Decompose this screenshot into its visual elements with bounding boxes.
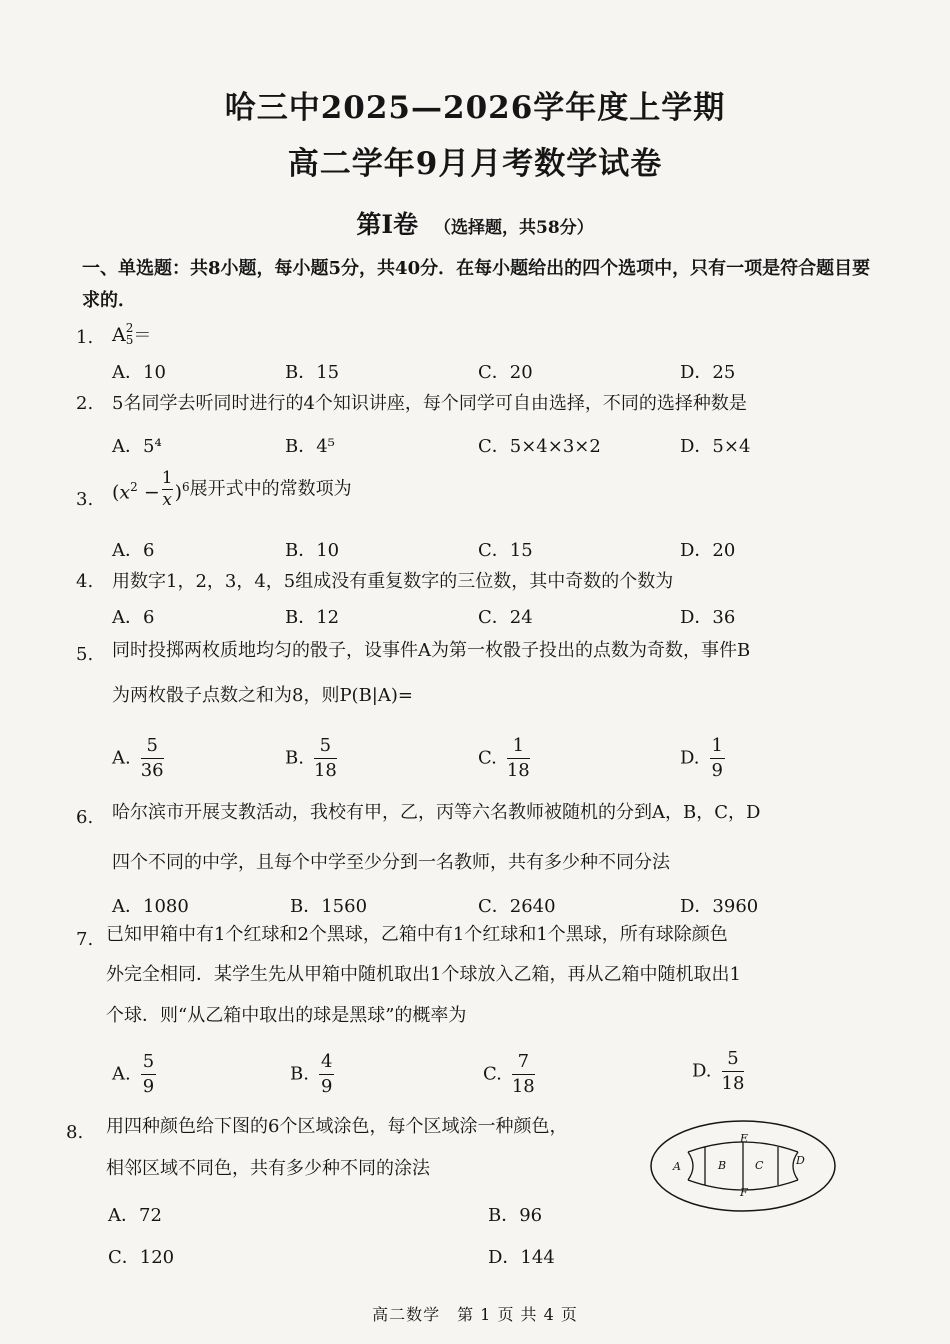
denominator: 9 (142, 1076, 155, 1097)
volume-note: （选择题，共58分） (434, 218, 594, 238)
question-stem-line1: 用四种颜色给下图的6个区域涂色，每个区域涂一种颜色， (106, 1116, 568, 1137)
numerator: 7 (512, 1053, 535, 1075)
denominator: 18 (313, 760, 337, 781)
question-stem-line2: 相邻区域不同色，共有多少种不同的涂法 (106, 1158, 430, 1179)
option-b: B．15 (285, 362, 340, 383)
question-number: 2. (76, 393, 94, 414)
option-d: D．36 (680, 607, 736, 628)
region-label-f: F (740, 1186, 748, 1199)
option-fraction (319, 1053, 334, 1096)
option-fraction (141, 1053, 156, 1096)
option-a: A．6 (112, 607, 155, 628)
option-label: C. (483, 1063, 502, 1085)
volume-title: 第Ⅰ卷 (356, 210, 419, 239)
question-number: 6. (76, 807, 94, 828)
question-stem: A 2 5 ＝ (112, 321, 152, 347)
numerator: 1 (710, 737, 725, 759)
region-label-a: A (673, 1160, 681, 1173)
option-a (112, 737, 164, 780)
numerator: 5 (722, 1050, 745, 1072)
option-fraction (507, 737, 530, 780)
option-fraction (141, 737, 164, 780)
option-a: A．1080 (112, 896, 189, 917)
option-d: D．5×4 (680, 436, 751, 457)
denominator: 9 (711, 760, 723, 781)
region-diagram (648, 1118, 838, 1214)
region-label-c: C (755, 1159, 764, 1172)
region-label-e: E (740, 1132, 749, 1145)
option-fraction (314, 737, 337, 780)
numerator: 4 (319, 1053, 334, 1075)
question-stem-line1: 已知甲箱中有1个红球和2个黑球，乙箱中有1个红球和1个黑球，所有球除颜色 (106, 924, 728, 945)
question-stem-line2: 四个不同的中学，且每个中学至少分到一名教师，共有多少种不同分法 (112, 852, 670, 873)
denominator: 9 (320, 1076, 333, 1097)
option-b (285, 737, 337, 780)
option-c: C．2640 (478, 896, 556, 917)
option-c: C．15 (478, 540, 533, 561)
volume-heading (0, 205, 950, 241)
question-stem-suffix: 展开式中的常数项为 (189, 478, 352, 500)
denominator: 18 (506, 760, 530, 781)
option-d: D．144 (488, 1247, 555, 1268)
option-fraction (710, 737, 725, 780)
option-c (483, 1053, 535, 1096)
question-stem-line3: 个球．则“从乙箱中取出的球是黑球”的概率为 (106, 1005, 467, 1026)
option-label: B. (285, 747, 304, 769)
exam-title-line1: 哈三中2025—2026学年度上学期 (224, 90, 726, 126)
question-stem: ($x^2$ − $\frac{1}{x}$ )$^6$展开式中的常数项为 (112, 468, 352, 510)
question-number: 7. (76, 929, 94, 950)
numerator: 5 (141, 1053, 156, 1075)
option-b: B．4⁵ (285, 436, 335, 457)
question-number: 4. (76, 571, 94, 592)
option-label: A. (112, 1063, 131, 1085)
denominator: 18 (721, 1073, 745, 1094)
question-number: 8. (66, 1122, 84, 1143)
option-c: C．5×4×3×2 (478, 436, 601, 457)
option-b: B．10 (285, 540, 340, 561)
region-label-d: D (796, 1154, 805, 1167)
option-fraction (722, 1050, 745, 1093)
page-footer: 高二数学 第 1 页 共 4 页 (372, 1305, 578, 1324)
question-stem: 用数字1，2，3，4，5组成没有重复数字的三位数，其中奇数的个数为 (112, 571, 674, 592)
option-c: C．20 (478, 362, 533, 383)
option-label: A. (112, 747, 131, 769)
question-number: 5. (76, 644, 94, 665)
option-c: C．24 (478, 607, 533, 628)
option-d (692, 1050, 744, 1093)
option-label: C. (478, 747, 497, 769)
option-b: B．12 (285, 607, 340, 628)
numerator: 1 (507, 737, 530, 759)
option-a: A．72 (108, 1205, 162, 1226)
denominator: 36 (140, 760, 164, 781)
option-b: B．96 (488, 1205, 543, 1226)
question-stem-suffix: ＝ (133, 325, 152, 346)
option-c (478, 737, 530, 780)
question-stem-line2: 外完全相同．某学生先从甲箱中随机取出1个球放入乙箱，再从乙箱中随机取出1 (106, 964, 741, 985)
region-label-b: B (718, 1159, 727, 1172)
option-a (112, 1053, 156, 1096)
question-stem-line1: 哈尔滨市开展支教活动，我校有甲，乙，丙等六名教师被随机的分到A，B，C，D (112, 802, 761, 823)
option-a: A．10 (112, 362, 166, 383)
option-label: D. (680, 747, 700, 769)
option-a: A．6 (112, 540, 155, 561)
option-d: D．3960 (680, 896, 759, 917)
section-instruction: 一、单选题：共8小题，每小题5分，共40分．在每小题给出的四个选项中，只有一项是符合题目要求的． (82, 258, 871, 311)
option-b (290, 1053, 334, 1096)
option-d: D．20 (680, 540, 736, 561)
option-d: D．25 (680, 362, 736, 383)
question-stem-line1: 同时投掷两枚质地均匀的骰子，设事件A为第一枚骰子投出的点数为奇数，事件B (112, 640, 751, 661)
option-c: C．120 (108, 1247, 175, 1268)
option-a: A．5⁴ (112, 436, 162, 457)
question-number: 1. (76, 327, 94, 348)
exam-title-line2: 高二学年9月月考数学试卷 (287, 146, 663, 182)
numerator: 5 (141, 737, 164, 759)
option-fraction (512, 1053, 535, 1096)
option-label: D. (692, 1060, 712, 1082)
question-stem: 5名同学去听同时进行的4个知识讲座，每个同学可自由选择，不同的选择种数是 (112, 393, 747, 414)
denominator: 18 (511, 1076, 535, 1097)
question-number: 3. (76, 489, 94, 510)
option-b: B．1560 (290, 896, 368, 917)
question-stem-line2: 为两枚骰子点数之和为8，则P(B|A)= (112, 685, 413, 706)
numerator: 5 (314, 737, 337, 759)
option-d (680, 737, 725, 780)
left-arc (688, 1152, 693, 1180)
option-label: B. (290, 1063, 309, 1085)
